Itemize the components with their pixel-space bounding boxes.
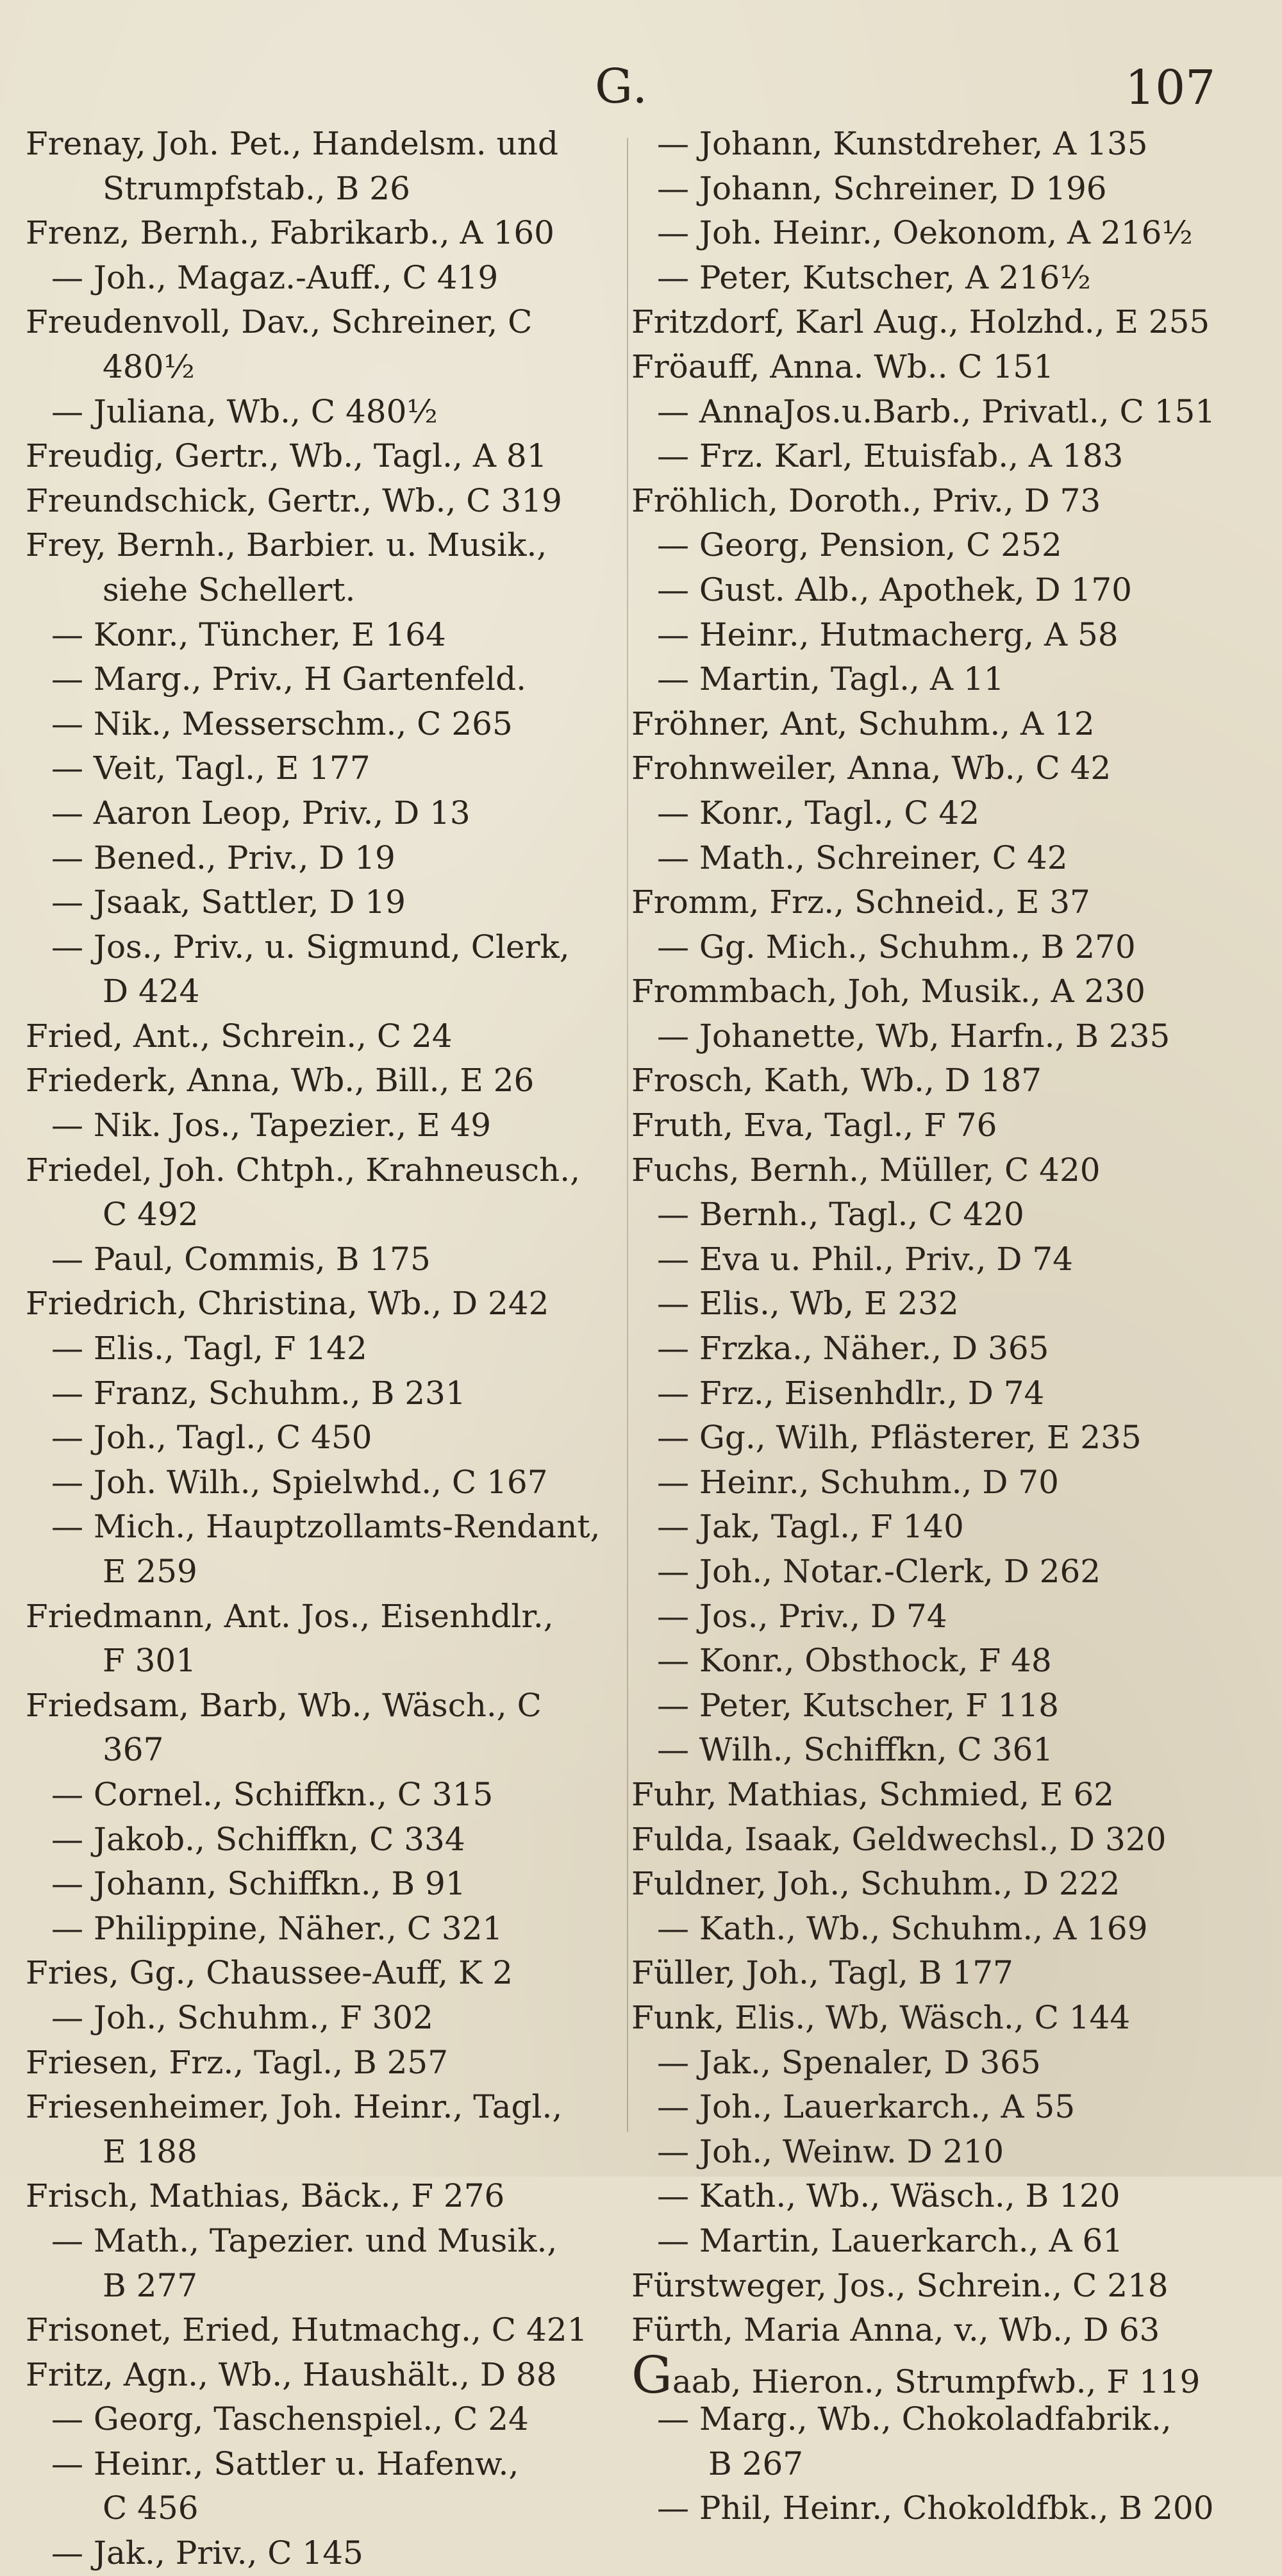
entry-text: — Joh. Wilh., Spielwhd., C 167 bbox=[51, 1463, 548, 1501]
entry-text: — Konr., Obsthock, F 48 bbox=[657, 1642, 1052, 1680]
directory-entry bbox=[631, 836, 1266, 881]
directory-entry bbox=[26, 1505, 615, 1594]
entry-text: — Marg., Wb., Chokoladfabrik., bbox=[657, 2400, 1172, 2438]
entry-text: — Eva u. Phil., Priv., D 74 bbox=[657, 1240, 1073, 1278]
column-divider bbox=[627, 138, 628, 2132]
directory-entry bbox=[631, 1684, 1266, 1728]
directory-entry bbox=[26, 2397, 615, 2442]
entry-text: — Math., Schreiner, C 42 bbox=[657, 839, 1068, 876]
directory-entry bbox=[26, 479, 615, 524]
entry-text: Friederk, Anna, Wb., Bill., E 26 bbox=[26, 1062, 535, 1100]
directory-entry bbox=[26, 791, 615, 836]
entry-text: — Heinr., Hutmacherg, A 58 bbox=[657, 615, 1119, 653]
directory-entry bbox=[631, 345, 1266, 390]
directory-entry bbox=[631, 568, 1266, 613]
directory-entry bbox=[631, 256, 1266, 301]
entry-text: Frisch, Mathias, Bäck., F 276 bbox=[26, 2177, 505, 2215]
entry-text: Fröhner, Ant, Schuhm., A 12 bbox=[631, 705, 1095, 742]
directory-entry bbox=[26, 2085, 615, 2174]
entry-text: — Heinr., Schuhm., D 70 bbox=[657, 1463, 1059, 1501]
entry-text: — Joh., Lauerkarch., A 55 bbox=[657, 2088, 1076, 2126]
directory-entry bbox=[631, 390, 1266, 435]
entry-text: Fürth, Maria Anna, v., Wb., D 63 bbox=[631, 2311, 1160, 2349]
directory-entry bbox=[631, 969, 1266, 1014]
entry-text: — Martin, Lauerkarch., A 61 bbox=[657, 2221, 1124, 2259]
page-number: 107 bbox=[1125, 60, 1216, 115]
directory-entry bbox=[631, 2219, 1266, 2264]
entry-text: — Gg., Wilh, Pflästerer, E 235 bbox=[657, 1419, 1142, 1457]
entry-text: Frosch, Kath, Wb., D 187 bbox=[631, 1062, 1042, 1100]
directory-entry bbox=[631, 122, 1266, 167]
entry-text: — Nik. Jos., Tapezier., E 49 bbox=[51, 1107, 492, 1144]
directory-entry bbox=[631, 657, 1266, 702]
entry-text: Fulda, Isaak, Geldwechsl., D 320 bbox=[631, 1820, 1167, 1858]
directory-entry bbox=[26, 256, 615, 301]
entry-text: — Martin, Tagl., A 11 bbox=[657, 660, 1004, 698]
directory-entry bbox=[631, 746, 1266, 791]
entry-text: Friedmann, Ant. Jos., Eisenhdlr., bbox=[26, 1597, 554, 1635]
directory-entry bbox=[26, 1862, 615, 1907]
directory-entry bbox=[631, 167, 1266, 212]
entry-text: Gaab, Hieron., Strumpfwb., F 119 bbox=[631, 2345, 1201, 2405]
directory-entry bbox=[631, 1505, 1266, 1550]
entry-text: — Aaron Leop, Priv., D 13 bbox=[51, 794, 470, 832]
directory-entry bbox=[631, 1818, 1266, 1862]
entry-text: Fries, Gg., Chaussee-Auff, K 2 bbox=[26, 1954, 513, 1992]
entry-continuation: B 277 bbox=[103, 2266, 198, 2304]
entry-text: — Frz. Karl, Etuisfab., A 183 bbox=[657, 437, 1124, 475]
directory-entry bbox=[26, 1594, 615, 1684]
entry-text: — Georg, Pension, C 252 bbox=[657, 526, 1062, 564]
directory-entry bbox=[26, 702, 615, 747]
entry-text: — Philippine, Näher., C 321 bbox=[51, 1909, 503, 1947]
directory-entry bbox=[26, 1237, 615, 1282]
directory-entry bbox=[26, 1460, 615, 1505]
page-header bbox=[0, 59, 1282, 115]
entry-text: Fromm, Frz., Schneid., E 37 bbox=[631, 883, 1090, 921]
directory-entry bbox=[631, 1996, 1266, 2041]
directory-entry bbox=[631, 1237, 1266, 1282]
directory-entry bbox=[26, 1996, 615, 2041]
entry-text: Fried, Ant., Schrein., C 24 bbox=[26, 1017, 453, 1055]
entry-text: Frommbach, Joh, Musik., A 230 bbox=[631, 973, 1145, 1010]
entry-text: — Jsaak, Sattler, D 19 bbox=[51, 883, 406, 921]
entry-text: Füller, Joh., Tagl, B 177 bbox=[631, 1954, 1013, 1992]
entry-text: — Peter, Kutscher, F 118 bbox=[657, 1686, 1059, 1724]
entry-text: — Georg, Taschenspiel., C 24 bbox=[51, 2400, 529, 2438]
directory-entry bbox=[631, 2041, 1266, 2086]
entry-text: Fürstweger, Jos., Schrein., C 218 bbox=[631, 2266, 1169, 2304]
entry-text: — Phil, Heinr., Chokoldfbk., B 200 bbox=[657, 2489, 1214, 2527]
entry-text: Freundschick, Gertr., Wb., C 319 bbox=[26, 481, 562, 519]
directory-entry bbox=[26, 2531, 615, 2576]
entry-continuation: E 259 bbox=[103, 1553, 197, 1590]
entry-continuation: 367 bbox=[103, 1731, 164, 1769]
entry-continuation: 480½ bbox=[103, 347, 195, 385]
directory-entry bbox=[631, 1951, 1266, 1996]
entry-continuation: E 188 bbox=[103, 2132, 197, 2170]
directory-entry bbox=[26, 836, 615, 881]
directory-entry bbox=[631, 1326, 1266, 1371]
entry-text: Funk, Elis., Wb, Wäsch., C 144 bbox=[631, 1998, 1131, 2036]
entry-text: — Bernh., Tagl., C 420 bbox=[657, 1196, 1024, 1234]
directory-entry bbox=[26, 2308, 615, 2353]
entry-text: — Paul, Commis, B 175 bbox=[51, 1240, 431, 1278]
entry-text: — Jos., Priv., u. Sigmund, Clerk, bbox=[51, 928, 570, 966]
directory-entry bbox=[26, 1907, 615, 1952]
entry-continuation: siehe Schellert. bbox=[103, 571, 356, 608]
entry-text: — Juliana, Wb., C 480½ bbox=[51, 392, 438, 430]
directory-entry bbox=[631, 1550, 1266, 1594]
entry-text: — Kath., Wb., Wäsch., B 120 bbox=[657, 2177, 1120, 2215]
directory-entry bbox=[26, 1371, 615, 1416]
entry-text: — Johann, Schreiner, D 196 bbox=[657, 169, 1107, 207]
directory-entry bbox=[26, 1818, 615, 1862]
directory-entry bbox=[631, 479, 1266, 524]
entry-text: — Wilh., Schiffkn, C 361 bbox=[657, 1731, 1054, 1769]
left-column bbox=[26, 122, 615, 2576]
entry-text: — Elis., Tagl, F 142 bbox=[51, 1330, 367, 1367]
directory-entry bbox=[26, 2442, 615, 2531]
directory-entry bbox=[631, 1148, 1266, 1193]
directory-entry bbox=[631, 1728, 1266, 1773]
directory-entry bbox=[26, 1684, 615, 1773]
entry-text: — Joh., Weinw. D 210 bbox=[657, 2132, 1004, 2170]
entry-text: — Veit, Tagl., E 177 bbox=[51, 749, 370, 787]
entry-text: Friesenheimer, Joh. Heinr., Tagl., bbox=[26, 2088, 563, 2126]
entry-text: — Franz, Schuhm., B 231 bbox=[51, 1374, 466, 1412]
entry-text: Frenay, Joh. Pet., Handelsm. und bbox=[26, 125, 558, 162]
entry-text: Frey, Bernh., Barbier. u. Musik., bbox=[26, 526, 547, 564]
entry-text: — Frz., Eisenhdlr., D 74 bbox=[657, 1374, 1045, 1412]
entry-text: — Johann, Schiffkn., B 91 bbox=[51, 1865, 466, 1903]
directory-entry bbox=[631, 1371, 1266, 1416]
entry-text: — Marg., Priv., H Gartenfeld. bbox=[51, 660, 527, 698]
directory-entry bbox=[631, 1460, 1266, 1505]
entry-text: — Joh., Magaz.-Auff., C 419 bbox=[51, 258, 499, 296]
entry-text: — Mich., Hauptzollamts-Rendant, bbox=[51, 1508, 601, 1546]
directory-entry bbox=[631, 1773, 1266, 1818]
directory-entry bbox=[26, 657, 615, 702]
entry-text: — Bened., Priv., D 19 bbox=[51, 839, 395, 876]
entry-text: Fröauff, Anna. Wb.. C 151 bbox=[631, 347, 1054, 385]
directory-entry bbox=[631, 1862, 1266, 1907]
directory-entry bbox=[26, 613, 615, 658]
entry-text: Friedel, Joh. Chtph., Krahneusch., bbox=[26, 1151, 581, 1189]
directory-entry bbox=[631, 1192, 1266, 1237]
directory-entry bbox=[26, 2041, 615, 2086]
directory-entry bbox=[631, 2308, 1266, 2353]
directory-entry bbox=[26, 390, 615, 435]
entry-text: Frenz, Bernh., Fabrikarb., A 160 bbox=[26, 214, 554, 252]
directory-entry bbox=[631, 300, 1266, 345]
entry-text: — AnnaJos.u.Barb., Privatl., C 151 bbox=[657, 392, 1216, 430]
directory-entry bbox=[631, 2264, 1266, 2309]
directory-entry bbox=[631, 2085, 1266, 2130]
entry-text: — Heinr., Sattler u. Hafenw., bbox=[51, 2445, 519, 2482]
entry-text: — Joh., Schuhm., F 302 bbox=[51, 1998, 433, 2036]
entry-text: Fuchs, Bernh., Müller, C 420 bbox=[631, 1151, 1101, 1189]
entry-text: Freudenvoll, Dav., Schreiner, C bbox=[26, 303, 533, 341]
entry-text: — Peter, Kutscher, A 216½ bbox=[657, 258, 1091, 296]
directory-entry bbox=[631, 1416, 1266, 1460]
right-column bbox=[631, 122, 1266, 2531]
directory-entry bbox=[631, 211, 1266, 256]
entry-text: Frisonet, Eried, Hutmachg., C 421 bbox=[26, 2311, 588, 2349]
directory-entry bbox=[26, 1103, 615, 1148]
entry-text: — Joh. Heinr., Oekonom, A 216½ bbox=[657, 214, 1193, 252]
entry-text: — Jos., Priv., D 74 bbox=[657, 1597, 947, 1635]
directory-entry bbox=[26, 1014, 615, 1059]
directory-entry bbox=[26, 2219, 615, 2308]
entry-continuation: C 492 bbox=[103, 1196, 199, 1234]
entry-text: Freudig, Gertr., Wb., Tagl., A 81 bbox=[26, 437, 547, 475]
directory-entry bbox=[26, 880, 615, 925]
directory-entry bbox=[26, 300, 615, 389]
entry-text: — Johann, Kunstdreher, A 135 bbox=[657, 125, 1148, 162]
entry-text: Friedrich, Christina, Wb., D 242 bbox=[26, 1285, 549, 1323]
directory-entry bbox=[26, 1416, 615, 1460]
directory-entry bbox=[631, 702, 1266, 747]
directory-entry bbox=[631, 2174, 1266, 2219]
entry-continuation: C 456 bbox=[103, 2489, 199, 2527]
entry-text: — Johanette, Wb, Harfn., B 235 bbox=[657, 1017, 1170, 1055]
directory-entry bbox=[631, 1058, 1266, 1103]
entry-text: — Jakob., Schiffkn, C 334 bbox=[51, 1820, 465, 1858]
directory-entry bbox=[26, 523, 615, 612]
entry-text: Fruth, Eva, Tagl., F 76 bbox=[631, 1107, 997, 1144]
directory-entry bbox=[26, 1058, 615, 1103]
directory-entry bbox=[631, 2486, 1266, 2531]
entry-text: — Joh., Tagl., C 450 bbox=[51, 1419, 372, 1457]
directory-entry bbox=[631, 613, 1266, 658]
entry-text: — Jak., Priv., C 145 bbox=[51, 2534, 363, 2572]
directory-entry bbox=[631, 1014, 1266, 1059]
directory-entry bbox=[26, 211, 615, 256]
directory-entry bbox=[26, 1773, 615, 1818]
directory-entry bbox=[631, 1103, 1266, 1148]
directory-entry bbox=[631, 2345, 1266, 2405]
entry-text: — Kath., Wb., Schuhm., A 169 bbox=[657, 1909, 1148, 1947]
entry-continuation: Strumpfstab., B 26 bbox=[103, 169, 410, 207]
entry-text: — Konr., Tagl., C 42 bbox=[657, 794, 980, 832]
directory-entry bbox=[26, 1282, 615, 1326]
entry-text: Fuldner, Joh., Schuhm., D 222 bbox=[631, 1865, 1120, 1903]
entry-text: Fuhr, Mathias, Schmied, E 62 bbox=[631, 1775, 1115, 1813]
directory-entry bbox=[26, 2353, 615, 2398]
directory-entry bbox=[26, 434, 615, 479]
directory-entry bbox=[26, 925, 615, 1014]
directory-entry bbox=[631, 791, 1266, 836]
directory-entry bbox=[631, 434, 1266, 479]
entry-text: — Joh., Notar.-Clerk, D 262 bbox=[657, 1553, 1101, 1590]
entry-continuation: B 267 bbox=[708, 2445, 804, 2482]
directory-entry bbox=[26, 1951, 615, 1996]
entry-text: — Konr., Tüncher, E 164 bbox=[51, 615, 446, 653]
directory-entry bbox=[26, 746, 615, 791]
directory-entry bbox=[26, 2174, 615, 2219]
entry-continuation: F 301 bbox=[103, 1642, 197, 1680]
directory-entry bbox=[631, 925, 1266, 970]
directory-entry bbox=[631, 1639, 1266, 1684]
entry-text: Friedsam, Barb, Wb., Wäsch., C bbox=[26, 1686, 542, 1724]
entry-text: — Elis., Wb, E 232 bbox=[657, 1285, 959, 1323]
entry-text: Frohnweiler, Anna, Wb., C 42 bbox=[631, 749, 1111, 787]
directory-entry bbox=[631, 523, 1266, 568]
entry-text: Friesen, Frz., Tagl., B 257 bbox=[26, 2043, 449, 2081]
entry-text: Fritzdorf, Karl Aug., Holzhd., E 255 bbox=[631, 303, 1210, 341]
directory-entry bbox=[26, 1148, 615, 1237]
entry-text: — Math., Tapezier. und Musik., bbox=[51, 2221, 558, 2259]
entry-text: Fritz, Agn., Wb., Haushält., D 88 bbox=[26, 2355, 557, 2393]
directory-entry bbox=[631, 2130, 1266, 2175]
directory-entry bbox=[631, 1594, 1266, 1639]
directory-entry bbox=[631, 880, 1266, 925]
directory-entry bbox=[631, 2397, 1266, 2486]
entry-text: — Gg. Mich., Schuhm., B 270 bbox=[657, 928, 1136, 966]
directory-entry bbox=[631, 1907, 1266, 1952]
directory-entry bbox=[26, 1326, 615, 1371]
entry-text: — Jak., Spenaler, D 365 bbox=[657, 2043, 1041, 2081]
entry-text: — Nik., Messerschm., C 265 bbox=[51, 705, 513, 742]
entry-text: — Cornel., Schiffkn., C 315 bbox=[51, 1775, 494, 1813]
section-letter: G. bbox=[595, 59, 649, 114]
entry-text: — Jak, Tagl., F 140 bbox=[657, 1508, 964, 1546]
directory-entry bbox=[631, 1282, 1266, 1326]
entry-text: — Gust. Alb., Apothek, D 170 bbox=[657, 571, 1132, 608]
entry-continuation: D 424 bbox=[103, 973, 200, 1010]
entry-text: — Frzka., Näher., D 365 bbox=[657, 1330, 1049, 1367]
directory-entry bbox=[26, 122, 615, 211]
entry-text: Fröhlich, Doroth., Priv., D 73 bbox=[631, 481, 1101, 519]
